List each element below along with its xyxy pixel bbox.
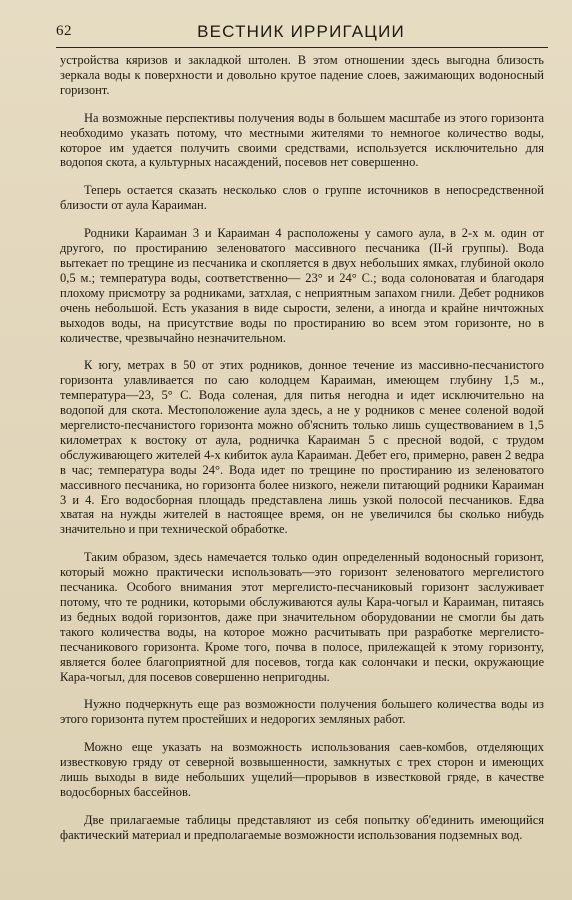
paragraph-9: Две прилагаемые таблицы представляют из себя попытку об'единить имеющийся фактический материал и предполагаемые возможности использования подземных вод. [60, 812, 544, 842]
paragraph-5: К югу, метрах в 50 от этих родников, донное течение из массивно-песчанистого горизонта улавливается по саю колодцем Караиман, имеющем глубину 1,5 м., температура—23, 5° С. Вода соленая, для питья негодна и идет исключительно на водопой для скота. Местоположение аула здесь, а не у родников с менее соленой водой мергелисто-песчанистого горизонта можно об'яснить только лишь существованием в 1,5 километрах к востоку от аула, родничка Караиман 5 с пресной водой, с трудом обслуживающего жителей 4-х кибиток аула Караиман. Дебет его, примерно, равен 2 ведра в час; температура воды 24°. Вода идет по трещине по простиранию из зеленоватого массивного песчаника, но горизонта более низкого, нежели питающий родники Караиман 3 и 4. Его водосборная площадь представлена лишь узкой полосой песчаников. Едва хватая на нужды жителей в настоящее время, он не увеличился бы сколько нибудь значительно и при технической обработке. [60, 358, 544, 537]
page-number: 62 [56, 23, 72, 39]
paragraph-4: Родники Караиман 3 и Караиман 4 расположены у самого аула, в 2-х м. один от другого, по простиранию зеленоватого массивного песчаника (II-й группы). Вода вытекает по трещине из песчаника и скопляется в двух небольших ямках, глубиной около 0,5 м.; температура воды, соответственно— 23° и 24° С.; вода солоноватая и благодаря плохому присмотру за родниками, затхлая, с неприятным запахом гнили. Дебет родников очень небольшой. Есть указания в виде сырости, зелени, а иногда и крайне ничтожных выходов воды, на присутствие воды по простиранию во всем этом горизонте, но в количестве, чрезвычайно незначительном. [60, 226, 544, 345]
header-rule [56, 47, 548, 48]
paragraph-2: На возможные перспективы получения воды в большем масштабе из этого горизонта необходимо указать потому, что местными жителями то немногое количество воды, которое им удается получить своими средствами, используется исключительно для водопоя скота, а культурных насаждений, посевов нет совершенно. [60, 110, 544, 170]
article-body [60, 53, 544, 843]
journal-title: ВЕСТНИК ИРРИГАЦИИ [197, 22, 405, 41]
paragraph-8: Можно еще указать на возможность использования саев-комбов, отделяющих известковую гряду от северной возвышенности, замкнутых с трех сторон и имеющих лишь выходы в виде небольших ущелий—прорывов в известковой гряде, в качестве водосборных бассейнов. [60, 740, 544, 799]
paragraph-7: Нужно подчеркнуть еще раз возможности получения большего количества воды из этого горизонта путем простейших и недорогих земляных работ. [60, 697, 544, 727]
paragraph-1: устройства кяризов и закладкой штолен. В этом отношении здесь выгодна близость зеркала воды к поверхности и довольно крутое падение слоев, зажимающих водоносный горизонт. [60, 53, 544, 97]
paragraph-3: Теперь остается сказать несколько слов о группе источников в непосредственной близости от аула Караиман. [60, 183, 544, 213]
paragraph-6: Таким образом, здесь намечается только один определенный водоносный горизонт, который можно практически использовать—это горизонт зеленоватого мергелистого песчаника. Особого внимания этот мергелисто-песчаниковый горизонт заслуживает потому, что те родники, которыми обслуживаются аулы Кара-чогыл и Караиман, питаясь из бедных водой горизонтов, даже при значительном оборудовании не смогли бы дать такого количества воды, на которое можно расчитывать при разработке мергелисто-песчаникового горизонта. Кроме того, почва в полосе, прилежащей к этому горизонту, является более благоприятной для посевов, тогда как солончаки и пески, окружающие Кара-чогыл, для посевов совершенно непригодны. [60, 550, 544, 684]
page-header [56, 18, 546, 46]
